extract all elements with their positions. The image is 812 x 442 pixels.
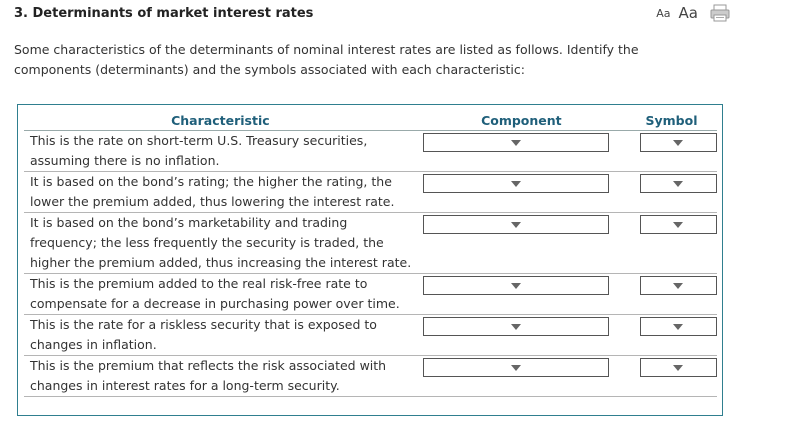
chevron-down-icon xyxy=(673,140,683,146)
characteristic-cell: This is the premium added to the real risk-free rate to compensate for a decrease in purchasing power over time. xyxy=(24,274,417,315)
component-dropdown[interactable] xyxy=(423,215,609,234)
symbol-dropdown[interactable] xyxy=(640,358,717,377)
table-header-row xyxy=(24,111,717,131)
chevron-down-icon xyxy=(511,140,521,146)
chevron-down-icon xyxy=(511,222,521,228)
increase-font-button[interactable]: Aa xyxy=(678,4,698,22)
characteristic-cell: It is based on the bond’s rating; the higher the rating, the lower the premium added, thus lowering the interest rate. xyxy=(24,172,417,213)
table-row xyxy=(24,356,717,397)
chevron-down-icon xyxy=(673,283,683,289)
table-row xyxy=(24,131,717,172)
instructions-text: Some characteristics of the determinants of nominal interest rates are listed as follows. Identify the components (determinants) and the symbols associated with each characteristic: xyxy=(14,42,639,77)
table-row xyxy=(24,315,717,356)
table-row xyxy=(24,213,717,274)
decrease-font-button[interactable]: Aa xyxy=(656,6,671,20)
chevron-down-icon xyxy=(673,324,683,330)
characteristic-cell: This is the premium that reflects the risk associated with changes in interest rates for a long-term security. xyxy=(24,356,417,397)
symbol-dropdown[interactable] xyxy=(640,133,717,152)
chevron-down-icon xyxy=(673,222,683,228)
component-dropdown[interactable] xyxy=(423,133,609,152)
characteristic-cell: This is the rate for a riskless security that is exposed to changes in inflation. xyxy=(24,315,417,356)
determinants-table xyxy=(24,111,717,397)
column-header-symbol: Symbol xyxy=(626,111,717,131)
component-dropdown[interactable] xyxy=(423,358,609,377)
symbol-dropdown[interactable] xyxy=(640,317,717,336)
determinants-table-frame xyxy=(17,104,723,416)
column-header-characteristic: Characteristic xyxy=(24,111,417,131)
table-row xyxy=(24,274,717,315)
chevron-down-icon xyxy=(511,181,521,187)
symbol-dropdown[interactable] xyxy=(640,215,717,234)
symbol-dropdown[interactable] xyxy=(640,174,717,193)
column-header-component: Component xyxy=(417,111,626,131)
chevron-down-icon xyxy=(511,324,521,330)
table-row xyxy=(24,172,717,213)
component-dropdown[interactable] xyxy=(423,317,609,336)
characteristic-cell: This is the rate on short-term U.S. Treasury securities, assuming there is no inflation. xyxy=(24,131,417,172)
printer-icon[interactable] xyxy=(710,4,730,22)
component-dropdown[interactable] xyxy=(423,276,609,295)
chevron-down-icon xyxy=(673,365,683,371)
symbol-dropdown[interactable] xyxy=(640,276,717,295)
question-title: 3. Determinants of market interest rates xyxy=(14,6,314,21)
component-dropdown[interactable] xyxy=(423,174,609,193)
chevron-down-icon xyxy=(673,181,683,187)
characteristic-cell: It is based on the bond’s marketability and trading frequency; the less frequently the security is traded, the higher the premium added, thus increasing the interest rate. xyxy=(24,213,417,274)
font-size-tools xyxy=(656,4,730,22)
chevron-down-icon xyxy=(511,283,521,289)
chevron-down-icon xyxy=(511,365,521,371)
